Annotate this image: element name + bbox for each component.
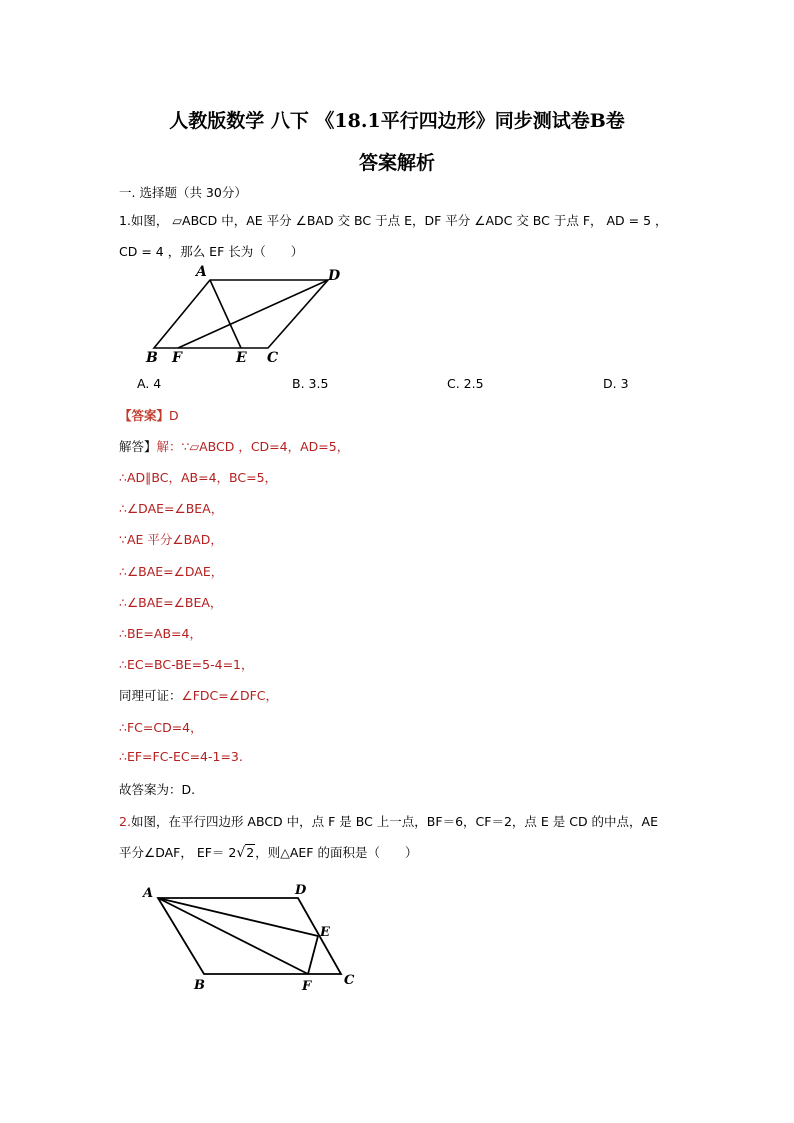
answer-tag: 【答案】	[119, 408, 170, 423]
q2-text-line-2	[119, 843, 417, 861]
q2-figure	[138, 878, 368, 996]
q1-text-line-1: 1.如图， ▱ABCD 中，AE 平分 ∠BAD 交 BC 于点 E，DF 平分 ∠ADC 交 BC 于点 F， AD = 5 ，	[119, 213, 668, 228]
q2-label-b: B	[194, 978, 205, 993]
q2-label-e: E	[320, 925, 330, 940]
q1-option-d: D. 3	[603, 376, 629, 391]
analysis-step: 同理可证：∠FDC=∠DFC，	[119, 688, 278, 703]
q1-answer	[119, 406, 179, 424]
q2-text-1: 如图，在平行四边形 ABCD 中，点 F 是 BC 上一点，BF＝6，CF＝2，点 E 是 CD 的中点，AE	[130, 814, 658, 829]
q1-label-b: B	[146, 350, 158, 366]
title-line-1: 人教版数学 八下 《18.1平行四边形》同步测试卷B卷	[169, 110, 625, 132]
q2-segment-ef	[308, 936, 318, 974]
analysis-step: ∴EC=BC-BE=5-4=1，	[119, 657, 254, 672]
sqrt-symbol: √2	[236, 845, 255, 861]
q1-segment-ae	[210, 280, 241, 348]
q1-conclusion: 故答案为：D.	[119, 782, 196, 797]
q2-label-a: A	[143, 886, 154, 901]
section-heading: 一. 选择题（共 30分）	[119, 185, 247, 200]
q2-text-2a: 平分∠DAF， EF＝ 2	[119, 845, 237, 860]
q2-label-c: C	[344, 973, 355, 988]
analysis-step: ∴∠BAE=∠BEA，	[119, 595, 223, 610]
q2-parallelogram	[158, 898, 341, 974]
analysis-step: ∴BE=AB=4，	[119, 626, 202, 641]
q1-label-f: F	[172, 350, 182, 366]
q1-label-e: E	[236, 350, 247, 366]
q1-analysis-first: 解答】解：∵▱ABCD ，CD=4，AD=5，	[119, 439, 350, 454]
q1-figure	[140, 262, 350, 367]
q1-parallelogram	[154, 280, 328, 348]
q2-text-2b: ，则△AEF 的面积是（ ）	[255, 845, 418, 860]
q2-label-f: F	[302, 979, 312, 994]
q2-text-line-1	[119, 812, 658, 830]
analysis-step: ∴EF=FC-EC=4-1=3.	[119, 749, 243, 764]
q2-segment-ae	[158, 898, 318, 936]
answer-value: D	[169, 408, 179, 423]
analysis-step: ∴FC=CD=4，	[119, 720, 203, 735]
title-line-2: 答案解析	[358, 152, 435, 174]
q1-text-line-2: CD = 4 ，那么 EF 长为（ ）	[119, 244, 304, 259]
analysis-step: ∴∠DAE=∠BEA，	[119, 501, 224, 516]
analysis-first-text: 解：∵▱ABCD ，CD=4，AD=5，	[156, 439, 350, 454]
sqrt-radicand: 2	[246, 845, 255, 860]
analysis-step: ∴AD∥BC，AB=4，BC=5，	[119, 470, 278, 485]
q1-option-c: C. 2.5	[447, 376, 484, 391]
q1-option-a: A. 4	[137, 376, 162, 391]
q1-option-b: B. 3.5	[292, 376, 329, 391]
q2-label-d: D	[295, 883, 307, 898]
q1-label-d: D	[328, 268, 341, 284]
analysis-step: ∴∠BAE=∠DAE，	[119, 564, 224, 579]
q2-number: 2.	[119, 814, 131, 829]
analysis-step: ∵AE 平分∠BAD，	[119, 532, 223, 547]
q1-label-c: C	[267, 350, 279, 366]
q1-segment-df	[178, 280, 328, 348]
q1-label-a: A	[196, 264, 207, 280]
